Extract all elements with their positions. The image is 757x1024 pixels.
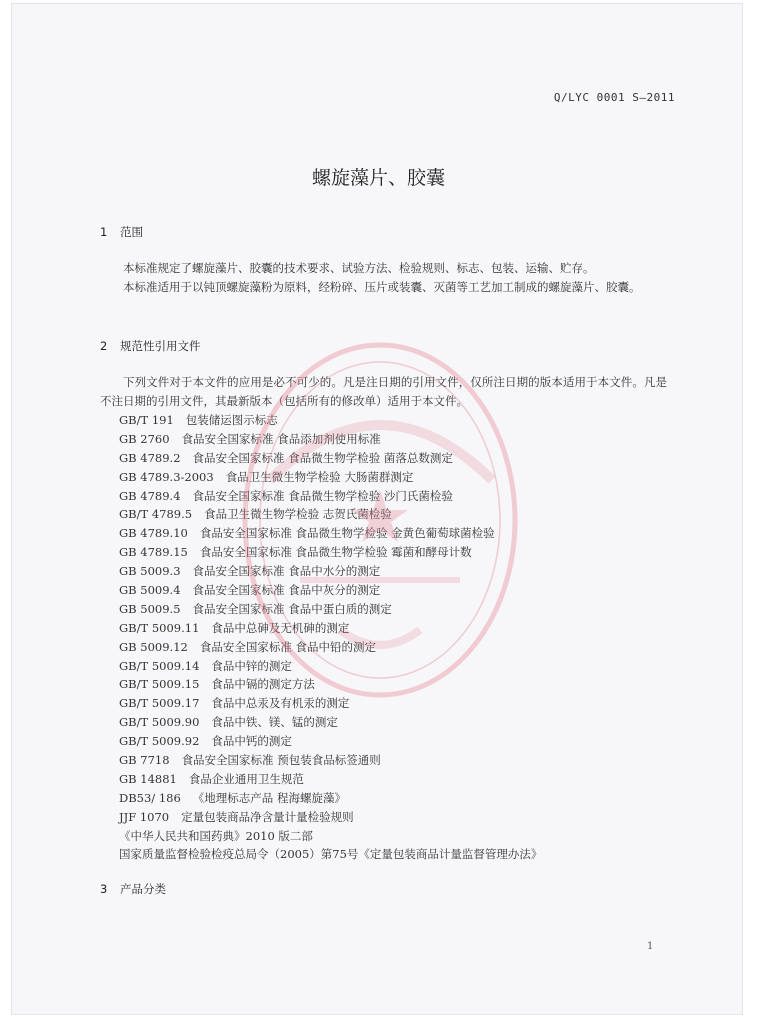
reference-item [119, 638, 542, 657]
reference-title: 食品安全国家标准 食品微生物学检验 沙门氏菌检验 [192, 488, 453, 503]
reference-title: 食品安全国家标准 食品微生物学检验 菌落总数测定 [192, 450, 453, 465]
reference-item [119, 543, 542, 562]
scope-paragraph-2: 本标准适用于以钝顶螺旋藻粉为原料，经粉碎、压片或装囊、灭菌等工艺加工制成的螺旋藻片、胶囊。 [123, 280, 641, 294]
reference-item [119, 430, 542, 449]
reference-title: 食品中总砷及无机砷的测定 [211, 620, 350, 635]
reference-list [119, 411, 542, 864]
reference-item [119, 505, 542, 524]
reference-title: 食品卫生微生物学检验 大肠菌群测定 [225, 469, 414, 484]
scope-paragraph-1: 本标准规定了螺旋藻片、胶囊的技术要求、试验方法、检验规则、标志、包装、运输、贮存。 [123, 261, 595, 275]
reference-code: GB/T 5009.90 [119, 715, 200, 730]
reference-item [119, 827, 542, 846]
reference-code: GB/T 4789.5 [119, 507, 193, 522]
reference-title: 食品企业通用卫生规范 [188, 771, 304, 786]
reference-title: 食品安全国家标准 食品中铅的测定 [199, 639, 377, 654]
reference-item [119, 468, 542, 487]
reference-title: 食品安全国家标准 食品微生物学检验 霉菌和酵母计数 [199, 545, 472, 560]
reference-item [119, 657, 542, 676]
reference-title: 《地理标志产品 程海螺旋藻》 [192, 790, 346, 805]
reference-code: GB 5009.4 [119, 583, 181, 598]
reference-code: GB/T 5009.15 [119, 677, 200, 692]
references-intro: 下列文件对于本文件的应用是必不可少的。凡是注日期的引用文件，仅所注日期的版本适用于本文件。凡是不注日期的引用文件，其最新版本（包括所有的修改单）适用于本文件。 [100, 375, 667, 408]
reference-code: GB 5009.12 [119, 639, 188, 654]
reference-code: GB 4789.4 [119, 488, 181, 503]
reference-code: GB 5009.3 [119, 564, 181, 579]
reference-code: GB/T 5009.11 [119, 620, 200, 635]
reference-title: 食品安全国家标准 食品添加剂使用标准 [181, 431, 381, 446]
reference-title: 国家质量监督检验检疫总局令（2005）第75号《定量包装商品计量监督管理办法》 [119, 847, 543, 862]
section-number: 1 [100, 225, 108, 239]
reference-item [119, 789, 542, 808]
reference-title: 包装储运图示标志 [185, 413, 278, 427]
section-heading-classification [100, 881, 166, 897]
reference-title: 食品中钙的测定 [211, 734, 292, 749]
reference-code: GB/T 5009.17 [119, 696, 200, 711]
reference-code: GB 4789.3-2003 [119, 469, 214, 484]
section-title: 范围 [120, 225, 143, 239]
reference-code: DB53/ 186 [119, 790, 181, 805]
reference-item [119, 770, 542, 789]
section-number: 3 [100, 882, 108, 896]
reference-code: GB/T 5009.92 [119, 734, 200, 749]
reference-title: 食品安全国家标准 食品中灰分的测定 [192, 583, 381, 598]
reference-title: 食品卫生微生物学检验 志贺氏菌检验 [204, 507, 392, 522]
reference-item [119, 694, 542, 713]
document-title: 螺旋藻片、胶囊 [311, 167, 445, 189]
reference-code: GB/T 191 [119, 413, 174, 427]
reference-code: GB 7718 [119, 753, 170, 768]
reference-title: 《中华人民共和国药典》2010 版二部 [119, 828, 313, 843]
section-heading-scope [100, 224, 143, 240]
reference-title: 食品中镉的测定方法 [211, 677, 315, 692]
reference-item [119, 675, 542, 694]
reference-item [119, 732, 542, 751]
reference-title: 食品中总汞及有机汞的测定 [211, 696, 350, 711]
reference-item [119, 524, 542, 543]
reference-item [119, 845, 542, 864]
reference-item [119, 449, 542, 468]
reference-item [119, 619, 542, 638]
reference-item [119, 713, 542, 732]
section-title: 产品分类 [120, 882, 166, 896]
reference-code: GB/T 5009.14 [119, 658, 200, 673]
reference-item [119, 562, 542, 581]
reference-code: GB 5009.5 [119, 601, 181, 616]
reference-code: GB 4789.2 [119, 450, 181, 465]
reference-item [119, 600, 542, 619]
reference-code: GB 4789.15 [119, 545, 188, 560]
reference-title: 食品中锌的测定 [211, 658, 292, 673]
reference-title: 定量包装商品净含量计量检验规则 [181, 809, 354, 824]
reference-item [119, 751, 542, 770]
reference-item [119, 808, 542, 827]
document-code: Q/LYC 0001 S—2011 [553, 91, 675, 104]
reference-code: GB 14881 [119, 771, 177, 786]
reference-code: GB 2760 [119, 431, 170, 446]
reference-title: 食品安全国家标准 预包装食品标签通则 [181, 753, 381, 768]
section-number: 2 [100, 339, 108, 353]
reference-item [119, 487, 542, 506]
reference-title: 食品安全国家标准 食品微生物学检验 金黄色葡萄球菌检验 [199, 526, 495, 541]
reference-title: 食品中铁、镁、锰的测定 [211, 715, 338, 730]
section-title: 规范性引用文件 [120, 339, 201, 353]
reference-title: 食品安全国家标准 食品中水分的测定 [192, 564, 381, 579]
reference-code: JJF 1070 [119, 809, 170, 824]
reference-title: 食品安全国家标准 食品中蛋白质的测定 [192, 601, 392, 616]
reference-code: GB 4789.10 [119, 526, 188, 541]
section-heading-references [100, 338, 201, 354]
reference-item [119, 581, 542, 600]
reference-item [119, 411, 542, 430]
page-number: 1 [647, 941, 654, 952]
